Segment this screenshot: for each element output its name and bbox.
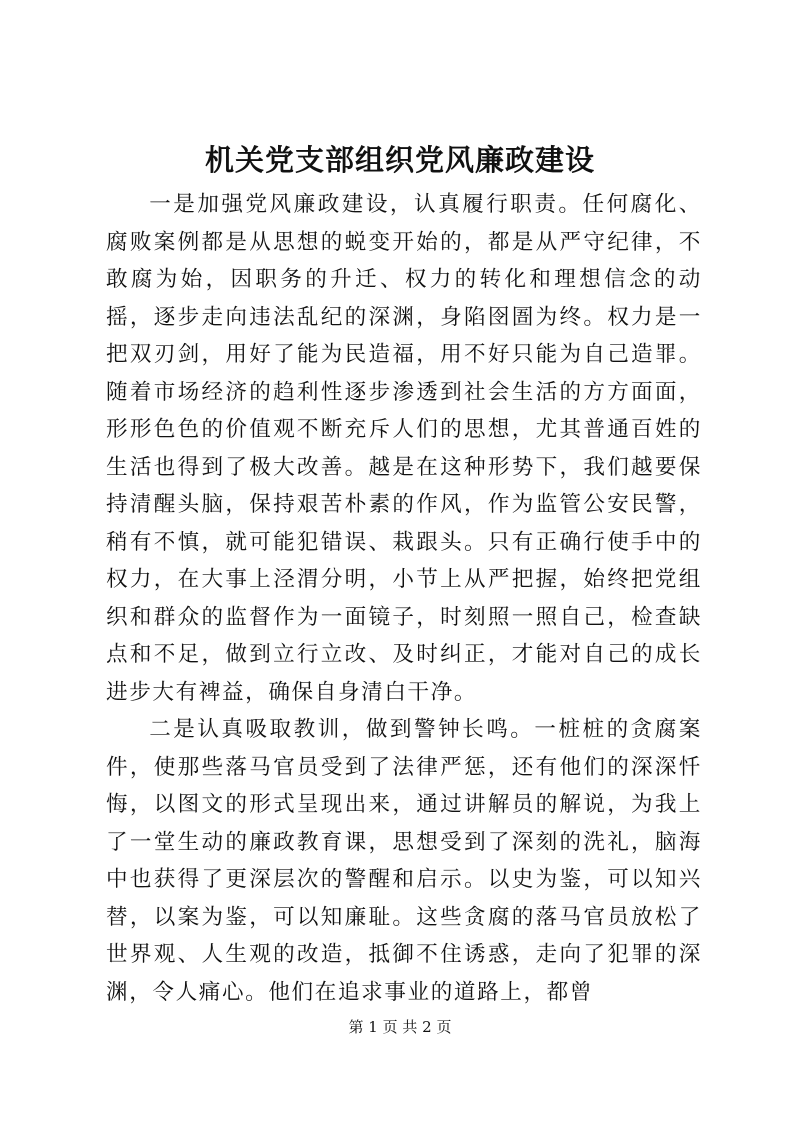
paragraph-2: 二是认真吸取教训，做到警钟长鸣。一桩桩的贪腐案件，使那些落马官员受到了法律严惩，还有他们的深深忏悔，以图文的形式呈现出来，通过讲解员的解说，为我上了一堂生动的廉政教育课，思想受到了深刻的洗礼，脑海中也获得了更深层次的警醒和启示。以史为鉴，可以知兴替，以案为鉴，可以知廉耻。这些贪腐的落马官员放松了世界观、人生观的改造，抵御不住诱惑，走向了犯罪的深渊，令人痛心。他们在追求事业的道路上，都曾 xyxy=(106,717,702,1005)
paragraph-1: 一是加强党风廉政建设，认真履行职责。任何腐化、腐败案例都是从思想的蜕变开始的，都是从严守纪律，不敢腐为始，因职务的升迁、权力的转化和理想信念的动摇，逐步走向违法乱纪的深渊，身陷囹圄为终。权力是一把双刃剑，用好了能为民造福，用不好只能为自己造罪。随着市场经济的趋利性逐步渗透到社会生活的方方面面，形形色色的价值观不断充斥人们的思想，尤其普通百姓的生活也得到了极大改善。越是在这种形势下，我们越要保持清醒头脑，保持艰苦朴素的作风，作为监管公安民警，稍有不慎，就可能犯错误、栽跟头。只有正确行使手中的权力，在大事上泾渭分明，小节上从严把握，始终把党组织和群众的监督作为一面镜子，时刻照一照自己，检查缺点和不足，做到立行立改、及时纠正，才能对自己的成长进步大有裨益，确保自身清白干净。 xyxy=(106,192,702,705)
document-body xyxy=(106,186,702,1011)
page-title: 机关党支部组织党风廉政建设 xyxy=(204,143,595,177)
page-number-footer: 第 1 页 共 2 页 xyxy=(348,1018,452,1036)
